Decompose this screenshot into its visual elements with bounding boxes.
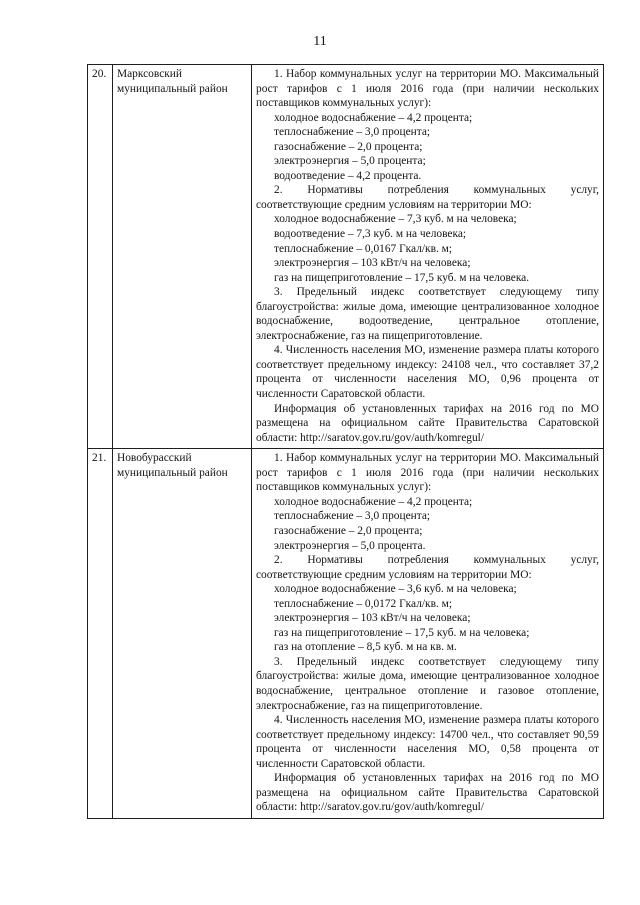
- tariff-growth-item: электроэнергия – 5,0 процента;: [274, 155, 426, 168]
- consumption-norm-item: электроэнергия – 103 кВт/ч на человека;: [274, 257, 471, 270]
- tariff-growth-heading: 1. Набор коммунальных услуг на территории МО. Максимальный рост тарифов с 1 июля 2016 года (при наличии нескольких поставщиков коммунальных услуг):: [256, 68, 599, 110]
- consumption-norm-item: теплоснабжение – 0,0172 Гкал/кв. м;: [274, 597, 453, 610]
- tariff-growth-item: газоснабжение – 2,0 процента;: [274, 524, 423, 537]
- population-paragraph: 4. Численность населения МО, изменение размера платы которого соответствует предельному индексу: 24108 чел., что составляет 37,2 процента от численности населения МО, 0,96 процента от численности Саратовской области.: [256, 344, 599, 401]
- consumption-norm-item: холодное водоснабжение – 7,3 куб. м на человека;: [274, 213, 517, 226]
- consumption-norm-item: холодное водоснабжение – 3,6 куб. м на человека;: [274, 583, 517, 596]
- tariff-growth-item: холодное водоснабжение – 4,2 процента;: [274, 111, 473, 124]
- tariff-growth-item: холодное водоснабжение – 4,2 процента;: [274, 495, 473, 508]
- table-row: [88, 449, 604, 819]
- consumption-norms-heading: 2. Нормативы потребления коммунальных услуг, соответствующие средним условиям на территории МО:: [256, 184, 599, 211]
- tariff-growth-item: водоотведение – 4,2 процента.: [274, 169, 422, 182]
- consumption-norm-item: водоотведение – 7,3 куб. м на человека;: [274, 228, 467, 241]
- consumption-norm-item: электроэнергия – 103 кВт/ч на человека;: [274, 612, 471, 625]
- table-row: [88, 65, 604, 449]
- tariff-info-paragraph: Информация об установленных тарифах на 2016 год по МО размещена на официальном сайте Правительства Саратовской области: http://saratov.gov.ru/gov/auth/komregul/: [256, 772, 599, 814]
- municipal-tariff-table: [87, 64, 604, 819]
- tariff-growth-item: теплоснабжение – 3,0 процента;: [274, 510, 431, 523]
- consumption-norms-heading: 2. Нормативы потребления коммунальных услуг, соответствующие средним условиям на территории МО:: [256, 554, 599, 581]
- tariff-info-paragraph: Информация об установленных тарифах на 2016 год по МО размещена на официальном сайте Правительства Саратовской области: http://saratov.gov.ru/gov/auth/komregul/: [256, 402, 599, 444]
- improvement-type-paragraph: 3. Предельный индекс соответствует следующему типу благоустройства: жилые дома, имеющие централизованное холодное водоснабжение, водоотведение, центральное отопление, электроснабжение, газ на пищеприготовление.: [256, 286, 599, 342]
- district-name: Марксовский муниципальный район: [113, 65, 252, 449]
- tariff-growth-item: газоснабжение – 2,0 процента;: [274, 140, 423, 153]
- tariff-growth-item: теплоснабжение – 3,0 процента;: [274, 126, 431, 139]
- district-name: Новобурасский муниципальный район: [113, 449, 252, 819]
- row-number: 21.: [88, 449, 113, 819]
- row-number: 20.: [88, 65, 113, 449]
- tariff-details: [252, 449, 604, 819]
- consumption-norm-item: газ на пищеприготовление – 17,5 куб. м на человека.: [274, 271, 530, 284]
- tariff-growth-heading: 1. Набор коммунальных услуг на территории МО. Максимальный рост тарифов с 1 июля 2016 года (при наличии нескольких поставщиков коммунальных услуг):: [256, 452, 599, 494]
- tariff-growth-item: электроэнергия – 5,0 процента.: [274, 539, 426, 552]
- population-paragraph: 4. Численность населения МО, изменение размера платы которого соответствует предельному индексу: 14700 чел., что составляет 90,59 процента от численности населения МО, 0,58 процента от численности Саратовской области.: [256, 714, 599, 770]
- consumption-norm-item: теплоснабжение – 0,0167 Гкал/кв. м;: [274, 242, 453, 255]
- improvement-type-paragraph: 3. Предельный индекс соответствует следующему типу благоустройства: жилые дома, имеющие централизованное холодное водоснабжение, центральное отопление и газовое отопление, электроснабжение, газ на пищеприготовление.: [256, 655, 599, 712]
- consumption-norm-item: газ на пищеприготовление – 17,5 куб. м на человека;: [274, 626, 530, 639]
- consumption-norm-item: газ на отопление – 8,5 куб. м на кв. м.: [274, 641, 457, 654]
- tariff-details: [252, 65, 604, 449]
- page-number: 11: [313, 34, 327, 49]
